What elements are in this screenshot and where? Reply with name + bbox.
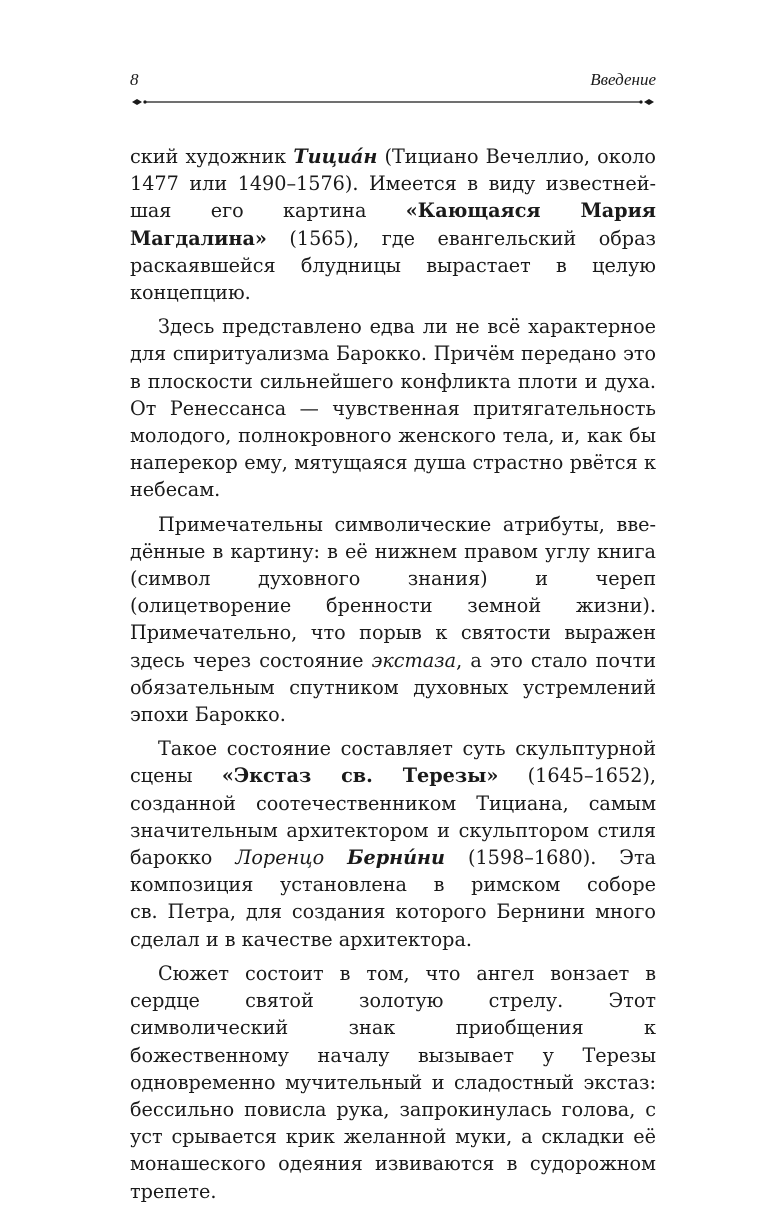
running-title: Введение [590,70,656,89]
page-number: 8 [130,70,139,89]
paragraph [130,511,656,729]
text-run: , а это стало почти обязательным спутником духовных устремлений эпохи Барокко. [130,648,657,727]
text-run: Здесь представлено едва ли не всё характерное для спиритуализма Барокко. Причём передано это в плоскости сильнейшего конфликта плоти и духа. От Ренессанса — чувственная притягательность молодого, полнокровного женского тела, и, как бы наперекор ему, мятущаяся душа страстно рвётся к небесам. [130,315,656,502]
artwork-title-ecstasy: «Экстаз св. Терезы» [221,764,499,788]
rule-ornament-right-dot [639,100,642,103]
text-run: Такое состояние составляет суть скульптурной сцены [130,737,656,788]
header-rule [132,96,654,108]
artwork-title-magdalene: «Кающаяся Мария Магдалина» [130,199,656,250]
paragraph [130,735,656,953]
paragraph [130,960,656,1205]
paragraph [130,143,656,306]
name-lorenzo: Лоренцо [235,846,348,870]
rule-ornament-left [132,99,142,105]
text-run: (1598–1680). Эта композиция установлена в римском соборе св. Петра, для создания которого Бернини много сделал и в качестве архитектора. [130,846,656,951]
name-titian: Тициа́н [293,145,378,168]
running-header [130,70,656,94]
text-run: (Тициано Вечеллио, около 1477 или 1490–1576). Имеется в виду известнейшая его картина [130,145,656,223]
rule-ornament-left-dot [143,100,146,103]
rule-ornament-right [644,99,654,105]
text-run: Сюжет состоит в том, что ангел вонзает в сердце святой золотую стрелу. Этот символический знак приобщения к божественному началу вызывает у Терезы одновременно мучительный и сладостный экстаз: бессильно повисла рука, запрокинулась голова, с уст срывается крик желанной муки, а складки её монашеского одеяния извиваются в судорожном трепете. [130,961,656,1203]
text-run: (1565), где евангельский образ раскаявшейся блудницы вырастает в целую концепцию. [130,226,656,305]
paragraph [130,313,656,503]
text-run: Примечательны символические атрибуты, введённые в картину: в её нижнем правом углу книга (символ духовного знания) и череп (олицетворение бренности земной жизни). Примечательно, что порыв к святости выражен здесь через состояние [130,512,656,672]
name-bernini: Берни́ни [347,846,445,870]
text-run: ский художник [130,145,294,168]
term-ecstasy: экстаза [371,648,457,672]
text-run: (1645–1652), созданной соотечественником Тициана, самым значительным архитектором и скульптором стиля барокко [130,764,656,870]
body-text [130,143,656,1205]
